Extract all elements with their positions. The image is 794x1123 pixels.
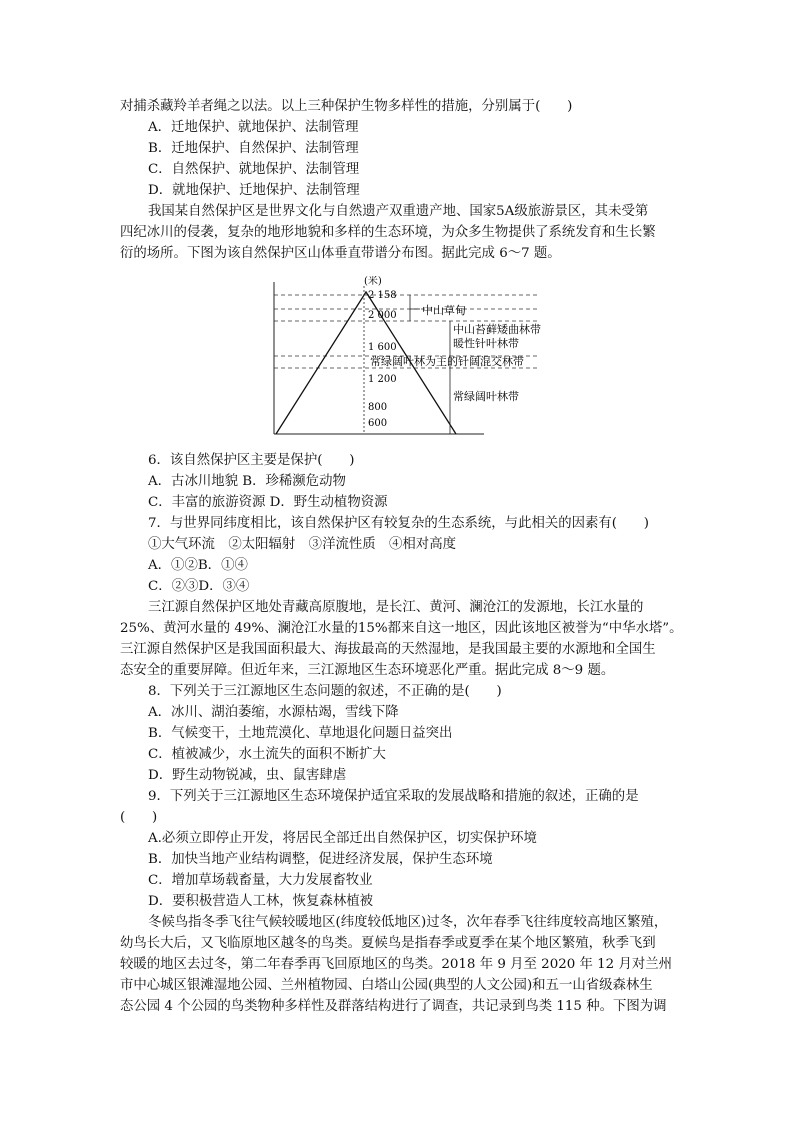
option-c: C．自然保护、就地保护、法制管理 [148, 162, 360, 177]
band-label: 中山苔藓矮曲林带 [453, 323, 541, 336]
option-a: A.必须立即停止开发，将居民全部迁出自然保护区，切实保护环境 [148, 831, 537, 846]
paragraph-line: 25%、黄河水量的 49%、澜沧江水量的15%都来自这一地区，因此该地区被誉为“中华水塔”。 [120, 621, 683, 636]
option-c: C．②③D．③④ [148, 579, 250, 594]
option-a: A．迁地保护、就地保护、法制管理 [148, 120, 359, 135]
paragraph-line: 衍的场所。下图为该自然保护区山体垂直带谱分布图。据此完成 6～7 题。 [120, 246, 561, 261]
option-a: A．古冰川地貌 B．珍稀濒危动物 [148, 474, 346, 489]
tick-label: 2 000 [368, 310, 397, 321]
factor-list: ①大气环流 ②太阳辐射 ③洋流性质 ④相对高度 [148, 537, 456, 552]
question-8: 8．下列关于三江源地区生态问题的叙述，不正确的是( ) [148, 684, 502, 699]
option-d: D．野生动物锐减，虫、鼠害肆虐 [148, 768, 347, 783]
question-7: 7．与世界同纬度相比，该自然保护区有较复杂的生态系统，与此相关的因素有( ) [148, 516, 650, 531]
answer-blank: ( ) [120, 810, 158, 825]
option-a: A．冰川、湖泊萎缩，水源枯竭，雪线下降 [148, 705, 399, 720]
paragraph-line: 较暖的地区去过冬，第二年春季再飞回原地区的鸟类。2018 年 9 月至 2020 年 12 月对兰州 [120, 957, 673, 972]
tick-label: 2 158 [368, 290, 397, 301]
tick-label: 600 [368, 418, 388, 429]
option-b: B．加快当地产业结构调整，促进经济发展，保护生态环境 [148, 852, 493, 867]
paragraph-line: 态公园 4 个公园的鸟类物种多样性及群落结构进行了调查，共记录到鸟类 115 种。下图为调 [120, 999, 667, 1014]
band-label: 常绿阔叶林为主的针阔混交林带 [370, 355, 524, 368]
y-axis-label: (米) [364, 276, 382, 287]
option-b: B．气候变干，土地荒漠化、草地退化问题日益突出 [148, 726, 453, 741]
option-c: C．植被减少，水土流失的面积不断扩大 [148, 747, 386, 762]
paragraph-line: 四纪冰川的侵袭，复杂的地形地貌和多样的生态环境，为众多生物提供了系统发育和生长繁 [120, 225, 656, 240]
paragraph-line: 冬候鸟指冬季飞往气候较暖地区(纬度较低地区)过冬，次年春季飞往纬度较高地区繁殖， [148, 915, 668, 930]
option-c: C．丰富的旅游资源 D．野生动植物资源 [148, 495, 388, 510]
paragraph-line: 市中心城区银滩湿地公园、兰州植物园、白塔山公园(典型的人文公园)和五一山省级森林生 [120, 978, 653, 993]
question-9: 9．下列关于三江源地区生态环境保护适宜采取的发展战略和措施的叙述，正确的是 [148, 789, 639, 804]
text-line: 对捕杀藏羚羊者绳之以法。以上三种保护生物多样性的措施，分别属于( ) [120, 99, 573, 114]
paragraph-line: 三江源自然保护区是我国面积最大、海拔最高的天然湿地，是我国最主要的水源地和全国生 [120, 642, 656, 657]
vertical-zonation-diagram [260, 276, 560, 442]
paragraph-line: 三江源自然保护区地处青藏高原腹地，是长江、黄河、澜沧江的发源地，长江水量的 [148, 600, 644, 615]
option-d: D．就地保护、迁地保护、法制管理 [148, 183, 360, 198]
question-6: 6．该自然保护区主要是保护( ) [148, 453, 355, 468]
option-d: D．要积极营造人工林，恢复森林植被 [148, 894, 373, 909]
band-label: 中山草甸 [422, 304, 466, 317]
paragraph-line: 幼鸟长大后，又飞临原地区越冬的鸟类。夏候鸟是指春季或夏季在某个地区繁殖，秋季飞到 [120, 936, 656, 951]
band-label: 常绿阔叶林带 [453, 390, 519, 403]
paragraph-line: 我国某自然保护区是世界文化与自然遗产双重遗产地、国家5A级旅游景区，其未受第 [148, 204, 649, 219]
option-a: A．①②B．①④ [148, 558, 248, 573]
band-label: 暖性针叶林带 [453, 337, 519, 350]
tick-label: 800 [368, 402, 388, 413]
tick-label: 1 600 [368, 342, 397, 353]
paragraph-line: 态安全的重要屏障。但近年来，三江源地区生态环境恶化严重。据此完成 8～9 题。 [120, 663, 615, 678]
option-c: C．增加草场载畜量，大力发展畜牧业 [148, 873, 373, 888]
option-b: B．迁地保护、自然保护、法制管理 [148, 141, 359, 156]
tick-label: 1 200 [368, 374, 397, 385]
